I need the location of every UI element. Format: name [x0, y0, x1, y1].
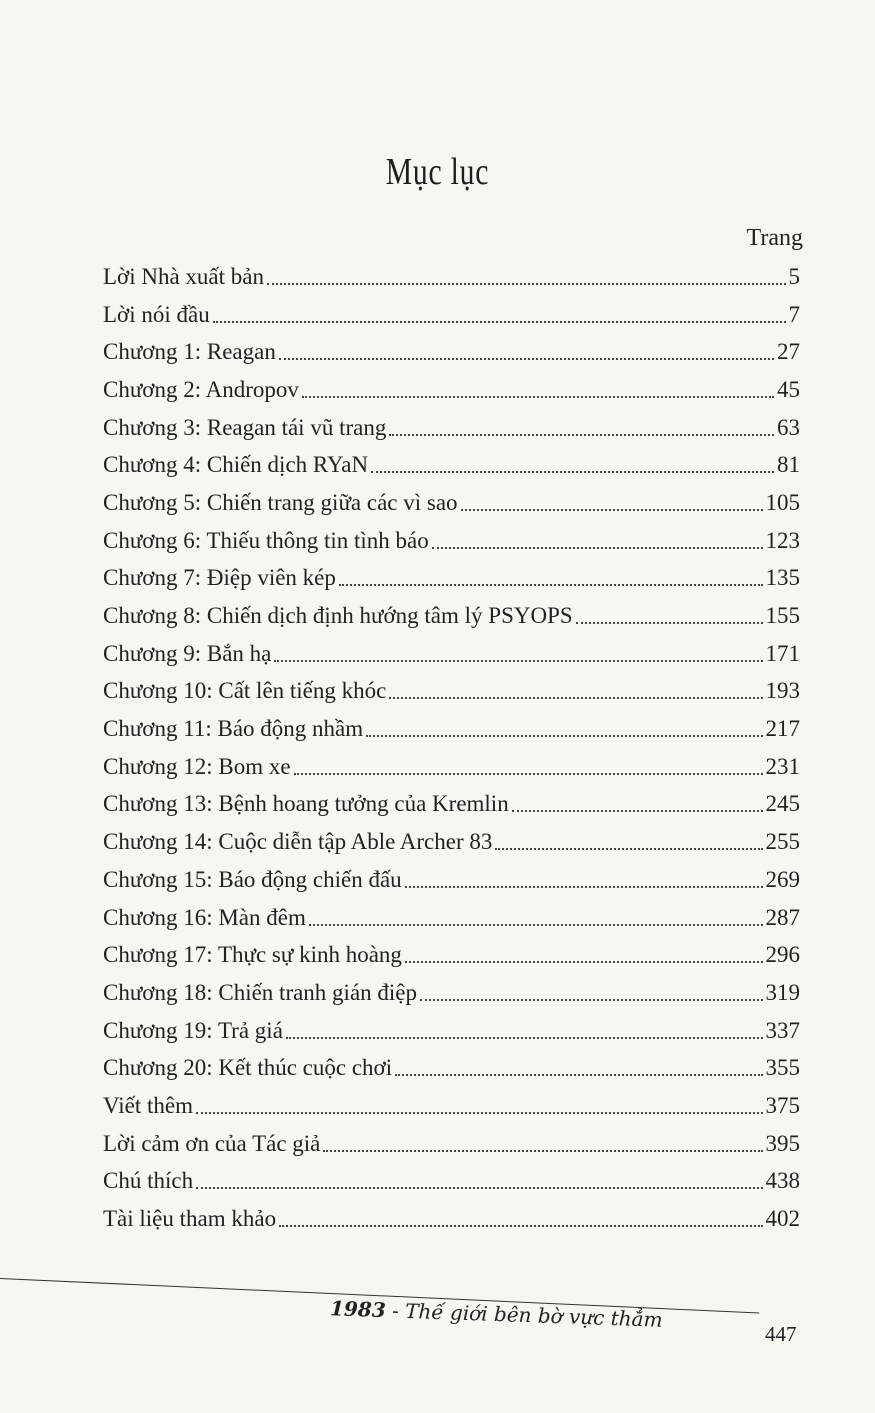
- footer-book-subtitle: - Thế giới bên bờ vực thẳm: [385, 1298, 663, 1332]
- toc-leader-dots: [432, 547, 763, 549]
- toc-entry: [103, 333, 800, 371]
- toc-entry-label: Lời cảm ơn của Tác giả: [103, 1130, 321, 1156]
- toc-leader-dots: [279, 358, 774, 360]
- toc-entry: [103, 974, 800, 1012]
- toc-entry-label: Chương 17: Thực sự kinh hoàng: [103, 942, 402, 968]
- toc-entry-label: Chương 20: Kết thúc cuộc chơi: [103, 1055, 393, 1081]
- toc-entry-page: 375: [765, 1092, 800, 1118]
- toc-entry-label: Chương 16: Màn đêm: [103, 904, 306, 930]
- toc-entry-page: 438: [765, 1168, 800, 1194]
- toc-entry-page: 231: [765, 753, 800, 779]
- toc-leader-dots: [196, 1187, 762, 1189]
- toc-leader-dots: [309, 924, 763, 926]
- toc-leader-dots: [267, 283, 786, 285]
- toc-entry-page: 155: [765, 603, 800, 629]
- toc-entry-label: Chương 18: Chiến tranh gián điệp: [103, 979, 418, 1005]
- toc-entry: [103, 409, 800, 447]
- toc-leader-dots: [512, 810, 763, 812]
- toc-entry: [103, 786, 800, 824]
- toc-leader-dots: [461, 509, 763, 511]
- toc-entry-label: Chương 5: Chiến trang giữa các vì sao: [103, 489, 458, 515]
- toc-leader-dots: [389, 434, 774, 436]
- toc-entry-page: 27: [777, 339, 800, 365]
- toc-entry-page: 63: [777, 414, 800, 440]
- toc-entry: [103, 597, 800, 635]
- footer-book-title: [330, 1296, 663, 1332]
- toc-leader-dots: [576, 622, 763, 624]
- toc-entry: [103, 560, 800, 598]
- table-of-contents: [103, 258, 800, 1238]
- toc-entry: [103, 710, 800, 748]
- toc-entry-label: Chương 19: Trả giá: [103, 1017, 283, 1043]
- toc-entry: [103, 1163, 800, 1201]
- toc-entry-label: Chương 4: Chiến dịch RYaN: [103, 452, 369, 478]
- toc-leader-dots: [213, 321, 786, 323]
- toc-leader-dots: [405, 886, 763, 888]
- toc-entry: [103, 748, 800, 786]
- toc-entry-label: Chương 3: Reagan tái vũ trang: [103, 414, 387, 440]
- toc-entry-label: Chương 14: Cuộc diễn tập Able Archer 83: [103, 829, 493, 855]
- toc-entry-label: Chương 7: Điệp viên kép: [103, 565, 336, 591]
- toc-entry-label: Chương 12: Bom xe: [103, 753, 291, 779]
- toc-leader-dots: [323, 1150, 762, 1152]
- toc-leader-dots: [339, 584, 763, 586]
- toc-entry-label: Chương 1: Reagan: [103, 339, 276, 365]
- toc-entry: [103, 861, 800, 899]
- toc-entry-page: 171: [765, 640, 800, 666]
- toc-entry-page: 135: [765, 565, 800, 591]
- toc-entry-label: Lời nói đầu: [103, 301, 210, 327]
- toc-entry-label: Chương 6: Thiếu thông tin tình báo: [103, 527, 429, 553]
- toc-entry: [103, 522, 800, 560]
- toc-entry-label: Lời Nhà xuất bản: [103, 263, 264, 289]
- toc-leader-dots: [286, 1037, 763, 1039]
- toc-entry-page: 319: [765, 979, 800, 1005]
- toc-entry-page: 81: [777, 452, 800, 478]
- toc-entry: [103, 1125, 800, 1163]
- toc-leader-dots: [420, 999, 762, 1001]
- toc-entry-page: 395: [765, 1130, 800, 1156]
- toc-entry-label: Chương 15: Báo động chiến đấu: [103, 866, 402, 892]
- toc-entry-label: Chương 13: Bệnh hoang tưởng của Kremlin: [103, 791, 509, 817]
- toc-entry-page: 7: [788, 301, 800, 327]
- toc-entry-label: Chương 11: Báo động nhầm: [103, 716, 364, 742]
- toc-entry: [103, 1087, 800, 1125]
- toc-entry: [103, 1012, 800, 1050]
- page-title: Mục lục: [385, 151, 490, 193]
- footer-book-year: 1983: [329, 1296, 387, 1323]
- toc-entry-label: Chương 2: Andropov: [103, 376, 299, 402]
- toc-entry-label: Chương 10: Cất lên tiếng khóc: [103, 678, 387, 704]
- toc-entry: [103, 936, 800, 974]
- toc-entry-page: 245: [765, 791, 800, 817]
- toc-entry-label: Chú thích: [103, 1168, 194, 1194]
- toc-leader-dots: [302, 396, 774, 398]
- toc-leader-dots: [389, 697, 762, 699]
- toc-entry-label: Chương 9: Bắn hạ: [103, 640, 272, 666]
- page-column-header: Trang: [746, 225, 803, 251]
- toc-entry: [103, 484, 800, 522]
- toc-entry-page: 105: [765, 489, 800, 515]
- toc-entry-page: 123: [765, 527, 800, 553]
- toc-leader-dots: [274, 660, 762, 662]
- toc-leader-dots: [405, 961, 763, 963]
- toc-entry-page: 269: [765, 866, 800, 892]
- toc-entry: [103, 673, 800, 711]
- toc-entry: [103, 258, 800, 296]
- toc-leader-dots: [366, 735, 762, 737]
- toc-entry: [103, 371, 800, 409]
- toc-entry-page: 45: [777, 376, 800, 402]
- toc-entry-page: 255: [765, 829, 800, 855]
- toc-leader-dots: [294, 773, 763, 775]
- toc-entry: [103, 899, 800, 937]
- toc-entry: [103, 823, 800, 861]
- page-number: 447: [765, 1322, 797, 1346]
- toc-entry-label: Viết thêm: [103, 1092, 193, 1118]
- toc-entry: [103, 296, 800, 334]
- toc-entry: [103, 446, 800, 484]
- toc-entry-page: 337: [765, 1017, 800, 1043]
- toc-entry-page: 193: [765, 678, 800, 704]
- toc-entry: [103, 1049, 800, 1087]
- toc-leader-dots: [495, 848, 762, 850]
- toc-entry: [103, 1200, 800, 1238]
- toc-entry-label: Chương 8: Chiến dịch định hướng tâm lý PSYOPS: [103, 603, 573, 629]
- toc-entry-page: 355: [765, 1055, 800, 1081]
- toc-entry-page: 217: [765, 716, 800, 742]
- toc-entry-page: 5: [788, 263, 800, 289]
- toc-leader-dots: [371, 471, 774, 473]
- toc-entry-page: 287: [765, 904, 800, 930]
- toc-entry-page: 402: [765, 1206, 800, 1232]
- toc-leader-dots: [395, 1074, 762, 1076]
- toc-entry: [103, 635, 800, 673]
- toc-entry-page: 296: [765, 942, 800, 968]
- toc-leader-dots: [279, 1225, 762, 1227]
- toc-entry-label: Tài liệu tham khảo: [103, 1206, 277, 1232]
- toc-leader-dots: [196, 1112, 763, 1114]
